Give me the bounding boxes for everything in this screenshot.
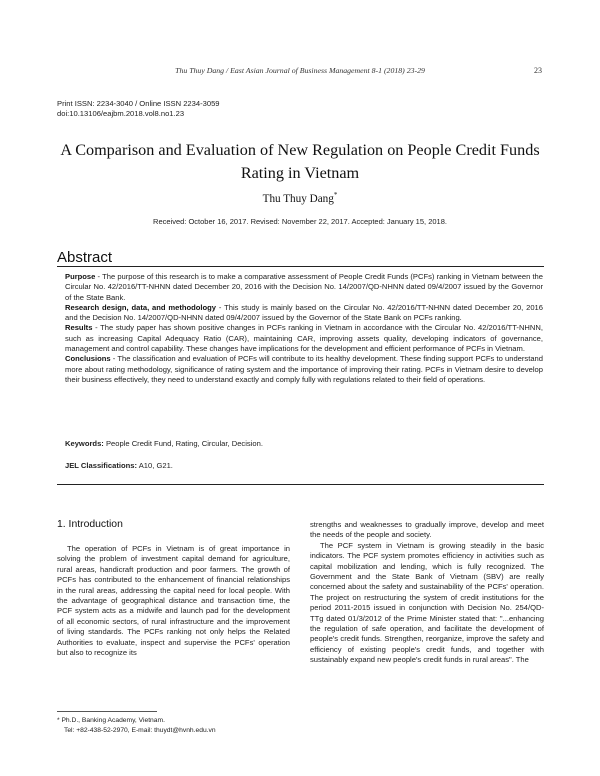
doi-line: doi:10.13106/eajbm.2018.vol8.no1.23 [57,109,185,118]
paper-title: A Comparison and Evaluation of New Regulation on People Credit Funds Rating in Vietnam [60,141,540,182]
section-heading-introduction: 1. Introduction [57,519,123,530]
author [0,191,600,205]
design-text: - This study is mainly based on the Circular No. 42/2016/TT-NHNN dated December 20, 2016 and the Decision No. 14/2007/QD-NHNN dated 09/4/2007 issued by the Governor of the State Bank on PCFs ranking. [65,302,544,323]
abstract-bottom-rule [57,484,544,485]
right-column [310,520,544,666]
left-column [57,544,290,658]
abstract-results [65,323,543,354]
intro-paragraph-1-continued: strengths and weaknesses to gradually improve, develop and meet the needs of the people and society. [310,520,544,540]
purpose-text: - The purpose of this research is to make a comparative assessment of People Credit Funds (PCFs) ranking in Vietnam between the Circular No. 42/2016/TT-NHNN dated December 20, 2016 with the Decision No. 14/2007/QD-NHNN dated 09/4/2007 issued by the Governor of the State Bank. [65,272,543,302]
issn-line: Print ISSN: 2234-3040 / Online ISSN 2234-3059 [57,99,220,108]
intro-paragraph-2: The PCF system in Vietnam is growing steadily in the basic indicators. The PCF system promotes efficiency in activities such as capital mobilization and lending, which is fully recognized. The Government and the State Bank of Vietnam (SBV) are really concerned about the safety and sustainability of the PCFs' operation. The project on restructuring the system of credit institutions for the period 2011-2015 issued in conjunction with Decision No. 254/QD-TTg dated 01/3/2012 of the Prime Minister stated that: "...enhancing the regulation of safe operation, and facilitate the development of people's credit funds. Strengthen, reorganize, improve the safety and efficiency of existing people's credit funds, and together with sustainably expand new people's credit funds in rural areas". The [310,540,544,665]
abstract-purpose [65,272,543,303]
conclusions-label: Conclusions [65,354,111,364]
author-footnote-mark: * [333,191,338,199]
results-label: Results [65,323,93,333]
design-label: Research design, data, and methodology [65,302,217,312]
submission-dates: Received: October 16, 2017. Revised: November 22, 2017. Accepted: January 15, 2018. [153,217,447,226]
footnote-affiliation: * Ph.D., Banking Academy, Vietnam. [57,717,165,724]
intro-paragraph-1: The operation of PCFs in Vietnam is of great importance in solving the problem of investment capital demand for agriculture, rural areas, handicraft production and poor farmers. The growth of PCFs has contributed to the enhancement of financial relationships in the rural areas, addressing the capital need for local people. With the advantage of geographical distance and transaction time, the PCF system acts as a midwife and launch pad for the development of all economic sectors, of rural infrastructure and the improvement of living standards. The PCFs ranking not only helps the Related Authorities to evaluate, inspect and supervise the PCFs' operation but also to recognize its [57,544,290,658]
footnote-contact: Tel: +82-438-52-2970, E-mail: thuydt@hvnh.edu.vn [64,727,216,734]
jel-label: JEL Classifications: [65,461,138,470]
abstract-conclusions [65,354,543,385]
results-text: - The study paper has shown positive changes in PCFs ranking in Vietnam in accordance with the Circular No. 42/2016/TT-NHNN, such as increasing Capital Adequacy Ratio (CAR), maintaining CAR, improving assets quality, developing indicators of governance, management and control capability. These changes have implications for the development and efficient performance of PCFs in Vietnam. [65,323,543,354]
abstract-heading: Abstract [57,249,113,266]
issn-block [57,99,220,119]
abstract-design [65,303,543,324]
abstract-top-rule [57,266,544,267]
keywords [65,439,263,448]
author-name: Thu Thuy Dang [262,193,334,205]
conclusions-text: - The classification and evaluation of PCFs will contribute to its healthy development. These finding support PCFs to understand more about rating methodology, significance of rating system and the importance of improving their rating. PCFs in Vietnam desire to develop their business effectively, they need to understand exactly and comply fully with regulations related to their field of operations. [65,354,543,384]
footnote-rule [57,711,157,712]
keywords-label: Keywords: [65,439,104,448]
abstract-body [65,272,543,385]
jel-text: A10, G21. [137,461,173,470]
jel-classifications [65,461,173,470]
keywords-text: People Credit Fund, Rating, Circular, Decision. [103,439,263,448]
purpose-label: Purpose [65,272,96,281]
author-footnote [57,716,216,736]
page-number: 23 [534,66,542,75]
running-head-citation: Thu Thuy Dang / East Asian Journal of Business Management 8-1 (2018) 23-29 [175,66,425,75]
